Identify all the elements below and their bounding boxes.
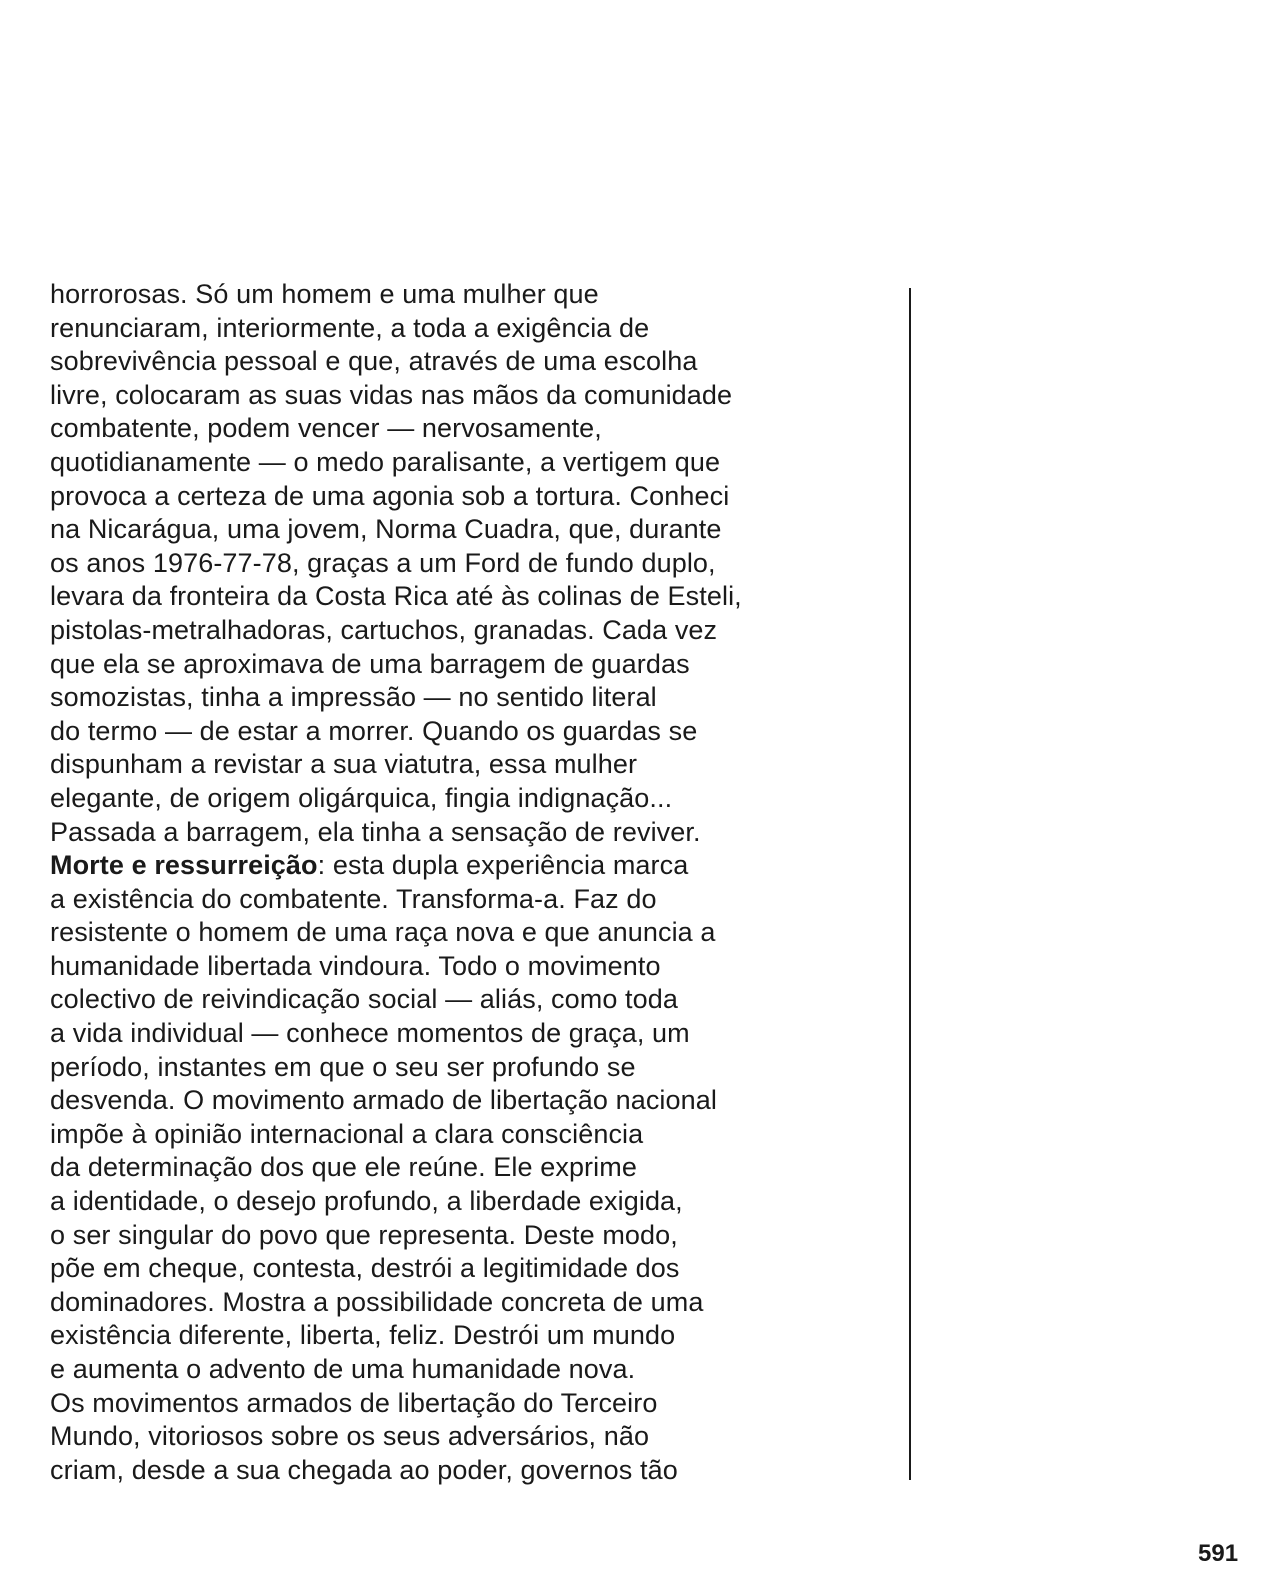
text-line: põe em cheque, contesta, destrói a legitimidade dos (50, 1253, 680, 1284)
bold-phrase: Morte e ressurreição (50, 850, 318, 881)
text-line: horrorosas. Só um homem e uma mulher que (50, 279, 599, 309)
text-line: renunciaram, interiormente, a toda a exigência de (50, 312, 650, 343)
text-line: a vida individual — conhece momentos de graça, um (50, 1018, 690, 1049)
text-line: Os movimentos armados de libertação do Terceiro (50, 1387, 658, 1418)
text-line: da determinação dos que ele reúne. Ele exprime (50, 1152, 637, 1183)
margin-rule (909, 288, 911, 1480)
text-line: resistente o homem de uma raça nova e que anuncia a (50, 917, 716, 948)
text-line: a existência do combatente. Transforma-a. Faz do (50, 883, 657, 914)
page-number: 591 (1198, 1540, 1239, 1567)
text-line: criam, desde a sua chegada ao poder, governos tão (50, 1454, 678, 1485)
text-line: os anos 1976-77-78, graças a um Ford de fundo duplo, (50, 547, 716, 578)
text-line: pistolas-metralhadoras, cartuchos, granadas. Cada vez (50, 614, 718, 645)
text-line: humanidade libertada vindoura. Todo o movimento (50, 950, 661, 981)
text-line: dispunham a revistar a sua viatutra, essa mulher (50, 749, 638, 780)
body-text (50, 278, 900, 1487)
bold-line-rest: : esta dupla experiência marca (317, 850, 689, 881)
text-line: elegante, de origem oligárquica, fingia indignação... (50, 782, 673, 813)
text-line: somozistas, tinha a impressão — no sentido literal (50, 682, 657, 713)
text-line: livre, colocaram as suas vidas nas mãos da comunidade (50, 379, 733, 410)
text-line: provoca a certeza de uma agonia sob a tortura. Conheci (50, 480, 730, 511)
text-line: Mundo, vitoriosos sobre os seus adversários, não (50, 1421, 650, 1452)
text-line: sobrevivência pessoal e que, através de uma escolha (50, 346, 698, 377)
text-line: o ser singular do povo que representa. Deste modo, (50, 1219, 678, 1250)
text-line: do termo — de estar a morrer. Quando os guardas se (50, 715, 698, 746)
text-line: período, instantes em que o seu ser profundo se (50, 1051, 636, 1082)
text-line: na Nicarágua, uma jovem, Norma Cuadra, que, durante (50, 514, 722, 545)
text-line: a identidade, o desejo profundo, a liberdade exigida, (50, 1186, 683, 1217)
text-line: colectivo de reivindicação social — aliás, como toda (50, 984, 679, 1015)
text-line: existência diferente, liberta, feliz. Destrói um mundo (50, 1320, 676, 1351)
text-line: levara da fronteira da Costa Rica até às colinas de Esteli, (50, 581, 742, 612)
text-line: Passada a barragem, ela tinha a sensação de reviver. (50, 816, 701, 847)
text-line: quotidianamente — o medo paralisante, a vertigem que (50, 446, 721, 477)
text-line: impõe à opinião internacional a clara consciência (50, 1118, 644, 1149)
text-line: combatente, podem vencer — nervosamente, (50, 413, 602, 444)
text-line: que ela se aproximava de uma barragem de guardas (50, 648, 690, 679)
text-line: dominadores. Mostra a possibilidade concreta de uma (50, 1286, 704, 1317)
text-line: e aumenta o advento de uma humanidade nova. (50, 1354, 636, 1384)
text-line: desvenda. O movimento armado de libertação nacional (50, 1085, 717, 1116)
text-line-bold-lead (50, 849, 900, 883)
